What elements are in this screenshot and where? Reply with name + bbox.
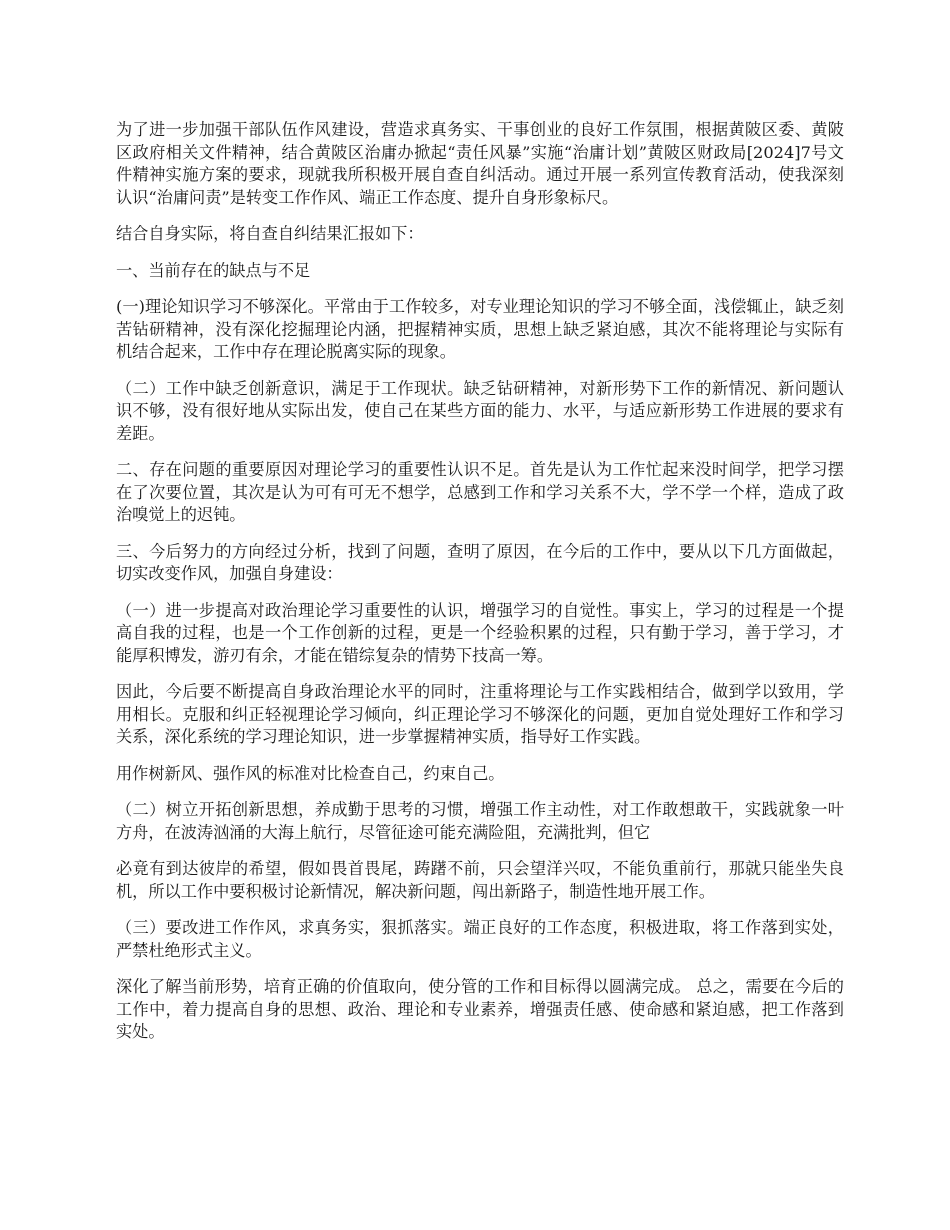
shortcoming-item-1: (一)理论知识学习不够深化。平常由于工作较多，对专业理论知识的学习不够全面，浅偿辄止，缺乏刻苦钻研精神，没有深化挖掘理论内涵，把握精神实质，思想上缺乏紧迫感，其次不能将理论与实际有机结合起来，工作中存在理论脱离实际的现象。 [116,297,844,361]
direction-item-3: （三）要改进工作作风，求真务实，狠抓落实。端正良好的工作态度，积极进取，将工作落到实处，严禁杜绝形式主义。 [116,918,844,960]
direction-item-1: （一）进一步提高对政治理论学习重要性的认识，增强学习的自觉性。事实上，学习的过程是一个提高自我的过程，也是一个工作创新的过程，更是一个经验积累的过程，只有勤于学习，善于学习，才能厚积博发，游刃有余，才能在错综复杂的情势下技高一筹。 [116,600,844,665]
document-body [116,119,844,1058]
conclusion-paragraph: 深化了解当前形势，培育正确的价值取向，使分管的工作和目标得以圆满完成。 总之，需要在今后的工作中，着力提高自身的思想、政治、理论和专业素养，增强责任感、使命感和紧迫感，把工作落到实处。 [116,977,844,1041]
shortcoming-item-2: （二）工作中缺乏创新意识，满足于工作现状。缺乏钻研精神，对新形势下工作的新情况、新问题认识不够，没有很好地从实际出发，使自己在某些方面的能力、水平，与适应新形势工作进展的要求有差距。 [116,378,844,443]
section-causes: 二、存在问题的重要原因对理论学习的重要性认识不足。首先是认为工作忙起来没时间学，把学习摆在了次要位置，其次是认为可有可无不想学，总感到工作和学习关系不大，学不学一个样，造成了政治嗅觉上的迟钝。 [116,460,844,524]
self-check-sentence: 用作树新风、强作风的标准对比检查自己，约束自己。 [116,763,505,783]
direction-item-2: （二）树立开拓创新思想，养成勤于思考的习惯，增强工作主动性，对工作敢想敢干，实践就象一叶方舟，在波涛汹涌的大海上航行，尽管征途可能充满险阻，充满批判，但它 [116,800,844,842]
section-direction: 三、今后努力的方向经过分析，找到了问题，查明了原因，在今后的工作中，要从以下几方面做起，切实改变作风，加强自身建设： [116,541,844,583]
intro-paragraph: 为了进一步加强干部队伍作风建设，营造求真务实、干事创业的良好工作氛围，根据黄陂区委、黄陂区政府相关文件精神，结合黄陂区治庸办掀起“责任风暴”实施“治庸计划”黄陂区财政局[2024]7号文件精神实施方案的要求，现就我所积极开展自查自纠活动。通过开展一系列宣传教育活动，使我深刻认识“治庸问责”是转变工作作风、端正工作态度、提升自身形象标尺。 [116,120,844,207]
direction-item-1-continued: 因此，今后要不断提高自身政治理论水平的同时，注重将理论与工作实践相结合，做到学以致用，学用相长。克服和纠正轻视理论学习倾向，纠正理论学习不够深化的问题，更加自觉处理好工作和学习关系，深化系统的学习理论知识，进一步掌握精神实质，指导好工作实践。 [116,682,844,746]
section-heading-shortcomings: 一、当前存在的缺点与不足 [116,260,311,280]
direction-item-2-continued: 必竟有到达彼岸的希望，假如畏首畏尾，踌躇不前，只会望洋兴叹，不能负重前行，那就只能坐失良机，所以工作中要积极讨论新情况，解决新问题，闯出新路子，制造性地开展工作。 [116,859,844,901]
report-lead-in: 结合自身实际，将自查自纠结果汇报如下： [116,224,424,243]
